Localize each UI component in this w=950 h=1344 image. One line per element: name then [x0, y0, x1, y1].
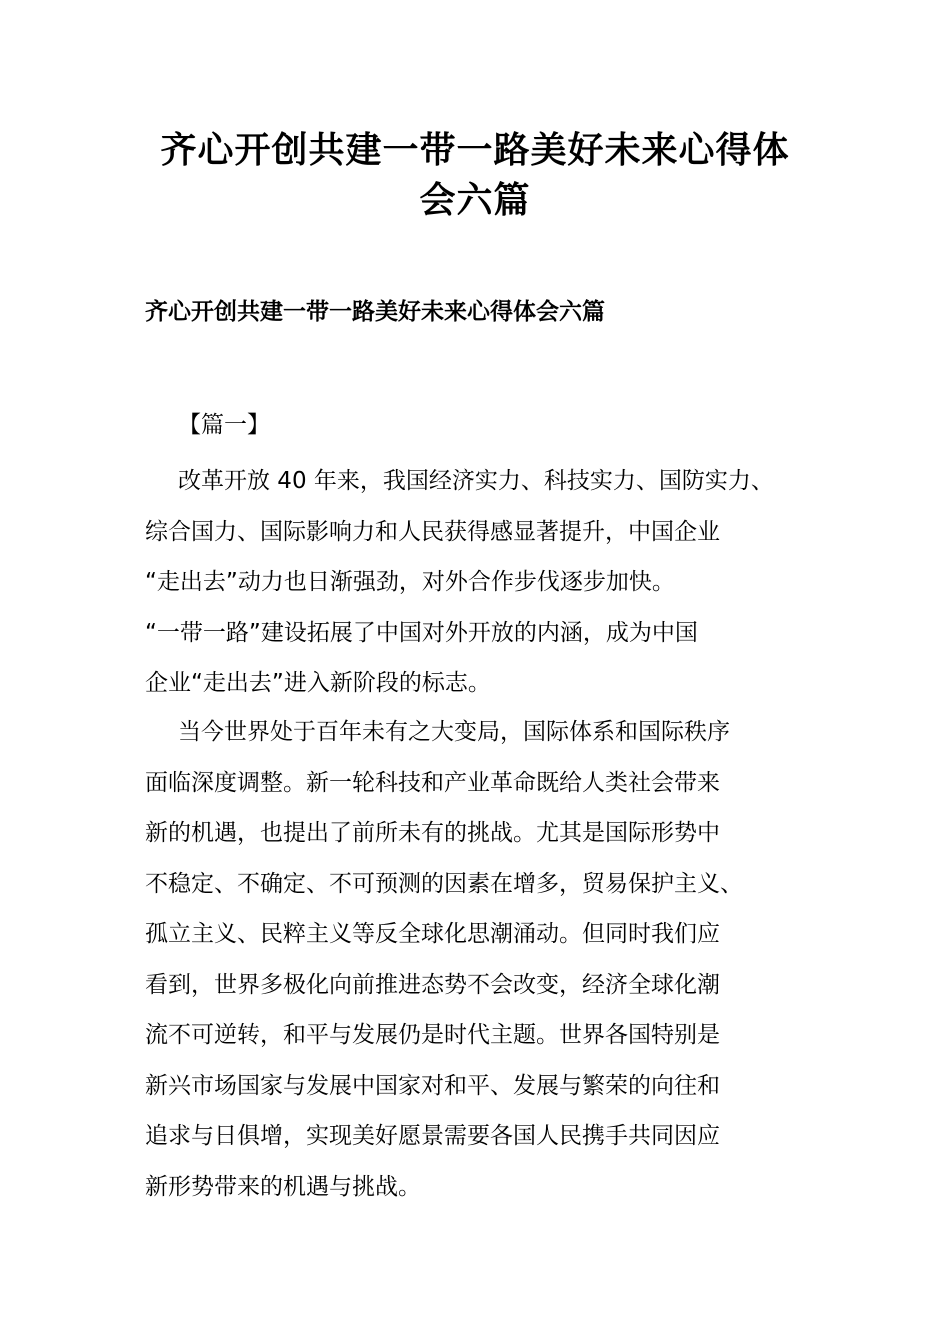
paragraph-2-line-3: 新的机遇，也提出了前所未有的挑战。尤其是国际形势中	[145, 820, 720, 846]
paragraph-2-line-9: 追求与日俱增，实现美好愿景需要各国人民携手共同因应	[145, 1123, 720, 1149]
paragraph-2-line-6: 看到，世界多极化向前推进态势不会改变，经济全球化潮	[145, 971, 720, 998]
paragraph-2-line-1: 当今世界处于百年未有之大变局，国际体系和国际秩序	[178, 719, 730, 745]
document-subtitle: 齐心开创共建一带一路美好未来心得体会六篇	[145, 299, 605, 325]
document-title	[120, 126, 830, 226]
paragraph-2-line-7: 流不可逆转，和平与发展仍是时代主题。世界各国特别是	[145, 1022, 720, 1048]
paragraph-2-line-4: 不稳定、不确定、不可预测的因素在增多，贸易保护主义、	[145, 870, 743, 897]
document-title-line-1: 齐心开创共建一带一路美好未来心得体	[160, 130, 790, 171]
paragraph-2-line-8: 新兴市场国家与发展中国家对和平、发展与繁荣的向往和	[145, 1072, 720, 1099]
document-title-line-2: 会六篇	[419, 180, 531, 221]
paragraph-1-line-1: 改革开放 40 年来，我国经济实力、科技实力、国防实力、	[178, 468, 774, 494]
paragraph-1-line-5: 企业“走出去”进入新阶段的标志。	[145, 670, 491, 696]
paragraph-2-line-2: 面临深度调整。新一轮科技和产业革命既给人类社会带来	[145, 769, 720, 796]
paragraph-2-line-10: 新形势带来的机遇与挑战。	[145, 1173, 421, 1200]
paragraph-2	[145, 707, 743, 1212]
section-label: 【篇一】	[178, 412, 270, 438]
paragraph-1-line-3: “走出去”动力也日渐强劲，对外合作步伐逐步加快。	[145, 569, 675, 595]
paragraph-1-line-2: 综合国力、国际影响力和人民获得感显著提升，中国企业	[145, 518, 720, 545]
paragraph-1	[145, 456, 774, 709]
paragraph-2-line-5: 孤立主义、民粹主义等反全球化思潮涌动。但同时我们应	[145, 921, 720, 947]
paragraph-1-line-4: “一带一路”建设拓展了中国对外开放的内涵，成为中国	[145, 619, 698, 646]
